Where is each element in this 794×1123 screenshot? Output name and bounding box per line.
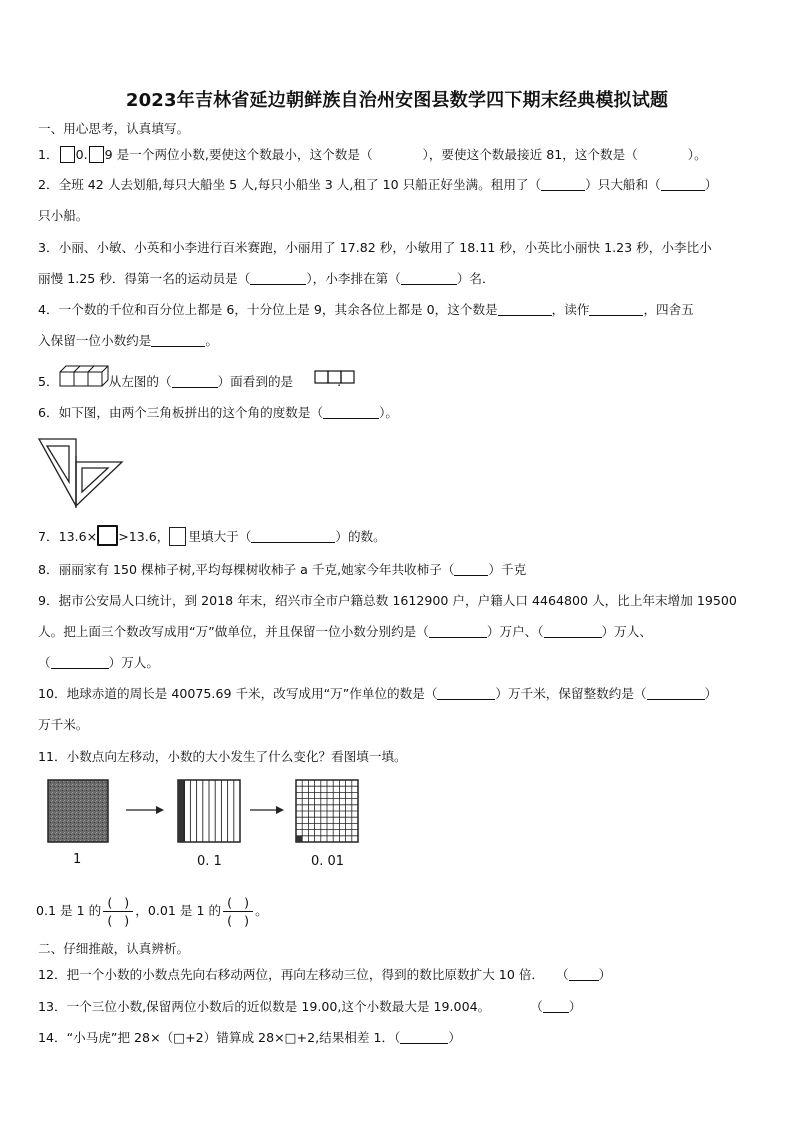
paren-open: (: [227, 913, 233, 928]
q10-text-c: ）: [704, 686, 718, 701]
question-6: [38, 405, 398, 421]
question-7: [38, 525, 386, 546]
arrow-head: [156, 806, 164, 814]
three-squares-view-icon: [314, 370, 356, 384]
answer-blank[interactable]: [401, 272, 457, 285]
question-11: 11．小数点向左移动，小数的大小发生了什么变化？看图填一填。: [38, 749, 407, 764]
paren-close: ): [124, 895, 130, 910]
answer-blank[interactable]: [541, 178, 585, 191]
fraction-blank[interactable]: [103, 895, 133, 928]
question-4: [38, 302, 694, 318]
label-hundredth: 0. 01: [311, 854, 345, 869]
answer-blank[interactable]: [543, 1000, 569, 1013]
answer-blank[interactable]: [323, 406, 379, 419]
decimal-grid-figure: [40, 776, 380, 856]
paren-close: ): [244, 895, 250, 910]
page-title: 2023年吉林省延边朝鲜族自治州安图县数学四下期末经典模拟试题: [125, 90, 669, 111]
question-1: [38, 146, 707, 163]
paren-open: (: [107, 895, 113, 910]
label-whole: 1: [73, 852, 82, 867]
triangle-rulers-figure: [36, 436, 126, 508]
q5-text-c: ）面看到的是: [217, 374, 294, 389]
q7-text-b: >13.6，: [118, 529, 170, 544]
answer-blank[interactable]: [437, 687, 495, 700]
answer-blank[interactable]: [251, 530, 335, 543]
answer-blank[interactable]: [544, 625, 602, 638]
q2-text: 2．全班 42 人去划船,每只大船坐 5 人,每只小船坐 3 人,租了 10 只船正好坐满。租用了（: [38, 177, 542, 192]
q1-text-e: ）。: [687, 147, 707, 162]
q13-text: 13．一个三位小数,保留两位小数后的近似数是 19.00,这个小数最大是 19.004。: [38, 999, 491, 1014]
question-9: 9．据市公安局人口统计，到 2018 年末，绍兴市全市户籍总数 1612900 户，户籍人口 4464800 人，比上年末增加 19500: [38, 593, 737, 608]
q14-paren-close: ）: [448, 1030, 461, 1045]
q10-text-b: ）万千米，保留整数约是（: [495, 686, 647, 701]
q9-text-c: ）万人、: [601, 624, 652, 639]
section-2-heading: 二、仔细推敲，认真辨析。: [38, 941, 190, 956]
question-3-line-2: [38, 271, 495, 287]
q14-text: 14．“小马虎”把 28×（□+2）错算成 28×□+2,结果相差 1．（: [38, 1030, 401, 1045]
q6-text-a: 6．如下图，由两个三角板拼出的这个角的度数是（: [38, 405, 324, 420]
question-9-line-2: [38, 624, 652, 640]
q7-text-a: 7．13.6×: [38, 529, 98, 544]
q13-paren-close: ）: [568, 999, 582, 1014]
question-2-line-2: 只小船。: [38, 208, 89, 223]
whole-square: [48, 780, 108, 842]
q9-text-d: （: [38, 655, 51, 670]
question-9-line-3: [38, 655, 159, 671]
q5-text-b: 从左图的（: [108, 374, 172, 389]
q4-text-c: ，四舍五: [643, 302, 694, 317]
q9-text-e: ）万人。: [108, 655, 159, 670]
arrow-head: [276, 806, 284, 814]
q3-text-b: ），小李排在第（: [306, 271, 401, 286]
q4-text-b: ，读作: [551, 302, 590, 317]
q5-text-d: .: [337, 374, 342, 389]
q8-text-a: 8．丽丽家有 150 棵柿子树,平均每棵树收柿子 a 千克,她家今年共收柿子（: [38, 562, 455, 577]
question-12: [38, 967, 611, 983]
section-1-heading: 一、用心思考，认真填写。: [38, 121, 190, 136]
q2-text-c: ）: [704, 177, 718, 192]
answer-blank[interactable]: [250, 272, 306, 285]
q6-text-b: ）。: [379, 405, 398, 420]
q1-text-b: 0.: [75, 147, 88, 162]
answer-blank[interactable]: [172, 375, 218, 388]
answer-blank[interactable]: [429, 625, 487, 638]
question-4-line-2: [38, 333, 218, 349]
q9-text-b: ）万户、（: [486, 624, 544, 639]
digit-box[interactable]: [60, 146, 75, 163]
q12-text: 12．把一个小数的小数点先向右移动两位，再向左移动三位，得到的数比原数扩大 10 倍．: [38, 967, 545, 982]
q9-text-a: 人。把上面三个数改写成用“万”做单位，并且保留一位小数分别约是（: [38, 624, 429, 639]
q12-paren-open: （: [556, 967, 569, 982]
q4-text-e: 。: [205, 333, 218, 348]
paren-close: ): [124, 913, 130, 928]
question-14: [38, 1030, 461, 1046]
q10-text-a: 10．地球赤道的周长是 40075.69 千米，改写成用“万”作单位的数是（: [38, 686, 438, 701]
tenths-square: [178, 780, 240, 842]
q7-text-d: ）的数。: [335, 529, 386, 544]
answer-blank[interactable]: [51, 656, 109, 669]
q11-text-b: ，0.01 是 1 的: [135, 903, 222, 918]
q3-text-a: 丽慢 1.25 秒．得第一名的运动员是（: [38, 271, 251, 286]
paren-close: ): [244, 913, 250, 928]
q1-text-d: ），要使这个数最接近 81，这个数是（: [422, 147, 638, 162]
question-11-fill: [36, 894, 268, 934]
paren-open: (: [107, 913, 113, 928]
q8-text-b: ）千克: [488, 562, 527, 577]
q1-number: 1．: [38, 147, 59, 162]
answer-box[interactable]: [97, 525, 118, 546]
answer-blank[interactable]: [589, 303, 643, 316]
question-3: 3．小丽、小敏、小英和小李进行百米赛跑，小丽用了 17.82 秒，小敏用了 18.11 秒，小英比小丽快 1.23 秒，小李比小: [38, 240, 712, 255]
question-10: [38, 686, 717, 702]
hundredths-square: [296, 780, 358, 842]
q4-text-d: 入保留一位小数约是: [38, 333, 152, 348]
answer-blank[interactable]: [498, 303, 552, 316]
fraction-blank[interactable]: [223, 895, 253, 928]
question-10-line-2: 万千米。: [38, 717, 89, 732]
box-icon: [169, 527, 186, 546]
q4-text-a: 4．一个数的千位和百分位上都是 6，十分位上是 9，其余各位上都是 0，这个数是: [38, 302, 498, 317]
q11-text-c: 。: [255, 903, 268, 918]
answer-blank[interactable]: [638, 149, 688, 161]
q11-text-a: 0.1 是 1 的: [36, 903, 102, 918]
q1-text-c: 9 是一个两位小数,要使这个数最小，这个数是（: [104, 147, 373, 162]
answer-blank[interactable]: [151, 334, 205, 347]
q2-text-b: ）只大船和（: [585, 177, 661, 192]
answer-blank[interactable]: [373, 149, 423, 161]
question-8: [38, 562, 526, 578]
q5-number: 5．: [38, 374, 59, 389]
digit-box[interactable]: [89, 146, 104, 163]
answer-blank[interactable]: [661, 178, 705, 191]
q7-text-c: 里填大于（: [188, 529, 252, 544]
question-2: [38, 177, 717, 193]
paren-open: (: [227, 895, 233, 910]
cube-figure-icon: [58, 364, 110, 388]
question-13: [38, 999, 581, 1015]
answer-blank[interactable]: [569, 968, 599, 981]
label-tenth: 0. 1: [197, 854, 222, 869]
q12-paren-close: ）: [598, 967, 612, 982]
answer-blank[interactable]: [400, 1031, 448, 1044]
q13-paren-open: （: [530, 999, 543, 1014]
answer-blank[interactable]: [647, 687, 705, 700]
answer-blank[interactable]: [454, 563, 488, 576]
q3-text-c: ）名．: [456, 271, 495, 286]
